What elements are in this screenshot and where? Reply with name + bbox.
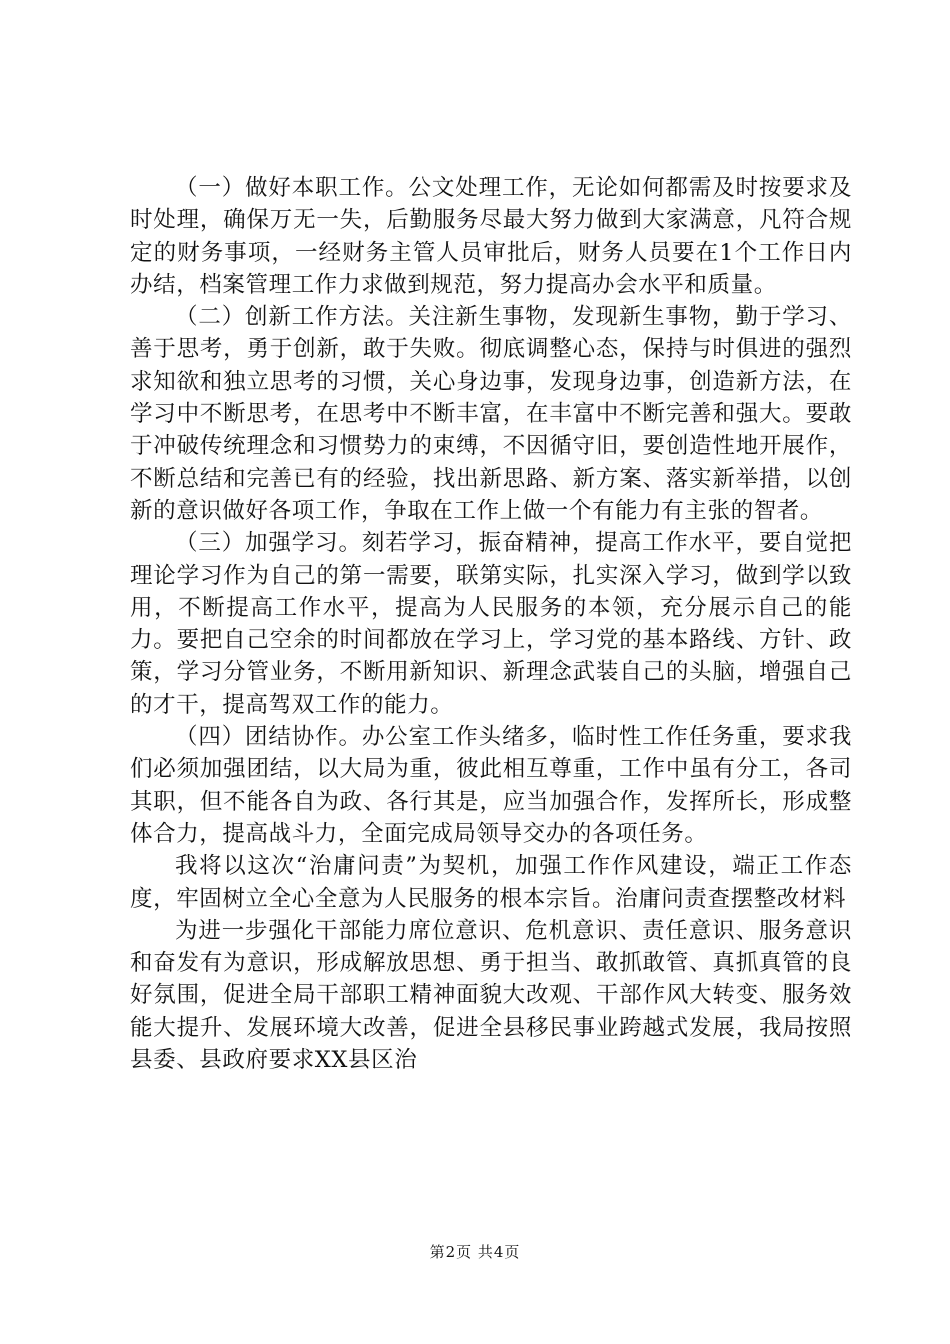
paragraph-3: （三）加强学习。刻若学习，振奋精神，提高工作水平，要自觉把理论学习作为自己的第一需要，联第实际，扎实深入学习，做到学以致用，不断提高工作水平，提高为人民服务的本领，充分展示自己的能力。要把自己空余的时间都放在学习上，学习党的基本路线、方针、政策，学习分管业务，不断用新知识、新理念武装自己的头脑，增强自己的才干，提高驾双工作的能力。 — [130, 530, 852, 718]
paragraph-1: （一）做好本职工作。公文处理工作，无论如何都需及时按要求及时处理，确保万无一失，后勤服务尽最大努力做到大家满意，凡符合规定的财务事项，一经财务主管人员审批后，财务人员要在1个工作日内办结，档案管理工作力求做到规范，努力提高办会水平和质量。 — [130, 175, 852, 298]
page-number-footer: 第2页 共4页 — [429, 1243, 521, 1261]
paragraph-6: 为进一步强化干部能力席位意识、危机意识、责任意识、服务意识和奋发有为意识，形成解放思想、勇于担当、敢抓敢管、真抓真管的良好氛围，促进全局干部职工精神面貌大改观、干部作风大转变、服务效能大提升、发展环境大改善，促进全县移民事业跨越式发展，我局按照县委、县政府要求XX县区治 — [130, 917, 852, 1074]
paragraph-5: 我将以这次“治庸问责”为契机，加强工作作风建设，端正工作态度，牢固树立全心全意为人民服务的根本宗旨。治庸问责查摆整改材料 — [130, 853, 852, 912]
paragraph-4: （四）团结协作。办公室工作头绪多，临时性工作任务重，要求我们必须加强团结，以大局为重，彼此相互尊重，工作中虽有分工，各司其职，但不能各自为政、各行其是，应当加强合作，发挥所长，形成整体合力，提高战斗力，全面完成局领导交办的各项任务。 — [130, 724, 852, 847]
document-body — [130, 172, 852, 1076]
paragraph-2: （二）创新工作方法。关注新生事物，发现新生事物，勤于学习、善于思考，勇于创新，敢于失败。彻底调整心态，保持与时俱进的强烈求知欲和独立思考的习惯，关心身边事，发现身边事，创造新方法，在学习中不断思考，在思考中不断丰富，在丰富中不断完善和强大。要敢于冲破传统理念和习惯势力的束缚，不因循守旧，要创造性地开展作，不断总结和完善已有的经验，找出新思路、新方案、落实新举措，以创新的意识做好各项工作，争取在工作上做一个有能力有主张的智者。 — [130, 304, 852, 524]
